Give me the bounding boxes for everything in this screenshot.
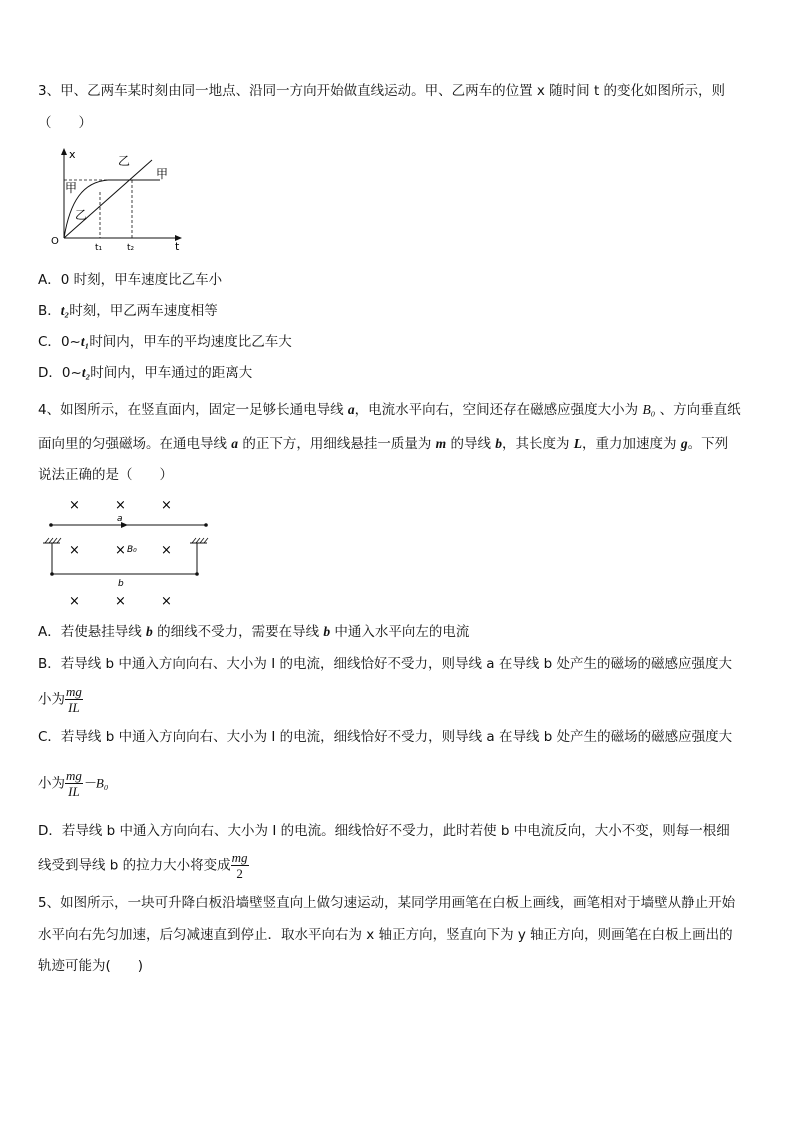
fraction-mg-over-IL: $\frac{mg}{IL}$ <box>66 768 82 799</box>
q3-label-x-axis: t <box>175 240 180 253</box>
q3-label-t1: t₁ <box>95 243 103 253</box>
wire-a-right-end <box>204 523 208 527</box>
q4-field-diagram <box>40 492 215 610</box>
q4-option-d-line1[interactable]: D．若导线 b 中通入方向向右、大小为 I 的电流。细线恰好不受力，此时若使 b 中电流反向，大小不变，则每一根细 <box>38 823 730 839</box>
q5-stem-line1: 5、如图所示，一块可升降白板沿墙壁竖直向上做匀速运动，某同学用画笔在白板上画线，画笔相对于墙壁从静止开始 <box>38 895 736 911</box>
q5-stem-line3: 轨迹可能为( ) <box>38 958 144 974</box>
q3-label-jia-right: 甲 <box>156 167 169 181</box>
field-cross: × <box>69 594 80 609</box>
q3-option-a[interactable]: A．0 时刻，甲车速度比乙车小 <box>38 272 223 288</box>
field-cross: × <box>115 498 126 513</box>
field-cross: × <box>115 543 126 558</box>
q3-option-b[interactable]: B．t₂时刻，甲乙两车速度相等 <box>38 303 218 319</box>
field-cross: × <box>69 543 80 558</box>
q3-stem-line2: （ ） <box>38 115 92 131</box>
wire-b-label: b <box>118 579 124 589</box>
q4-stem-line3: 说法正确的是（ ） <box>38 467 173 483</box>
q5-stem-line2: 水平向右先匀加速，后匀减速直到停止．取水平向右为 x 轴正方向，竖直向下为 y 轴正方向，则画笔在白板上画出的 <box>38 927 733 943</box>
field-cross: × <box>161 498 172 513</box>
q3-label-t2: t₂ <box>127 243 135 253</box>
q3-xt-graph <box>48 146 198 254</box>
fraction-mg-over-2: $\frac{mg}{2}$ <box>231 850 248 881</box>
q4-option-c-line2[interactable]: 小为 $\frac{mg}{IL}$ －B₀ <box>38 768 109 799</box>
field-label-B0: B₀ <box>127 545 137 555</box>
field-cross: × <box>161 594 172 609</box>
q4-option-a[interactable]: A．若使悬挂导线 b 的细线不受力，需要在导线 b 中通入水平向左的电流 <box>38 624 470 640</box>
q4-option-b-line1[interactable]: B．若导线 b 中通入方向向右、大小为 I 的电流，细线恰好不受力，则导线 a 在导线 b 处产生的磁场的磁感应强度大 <box>38 656 732 672</box>
q3-label-yi-inner: 乙 <box>75 208 88 222</box>
q4-option-b-line2[interactable]: 小为 $\frac{mg}{IL}$ <box>38 684 82 715</box>
q4-stem-line2: 面向里的匀强磁场。在通电导线 a 的正下方，用细线悬挂一质量为 m 的导线 b，其长度为 L，重力加速度为 g。下列 <box>38 436 729 452</box>
q3-label-y-axis: x <box>69 148 76 161</box>
q3-option-c[interactable]: C．0~t₁时间内，甲车的平均速度比乙车大 <box>38 334 292 350</box>
wire-b-right-end <box>195 572 199 576</box>
q4-option-c-line1[interactable]: C．若导线 b 中通入方向向右、大小为 I 的电流，细线恰好不受力，则导线 a 在导线 b 处产生的磁场的磁感应强度大 <box>38 729 733 745</box>
q3-option-d[interactable]: D．0~t₂时间内，甲车通过的距离大 <box>38 365 253 381</box>
wire-a-label: a <box>117 514 123 524</box>
q3-label-yi-top: 乙 <box>118 154 131 168</box>
field-cross: × <box>69 498 80 513</box>
q3-label-jia-axis: 甲 <box>65 181 78 195</box>
q4-option-d-line2[interactable]: 线受到导线 b 的拉力大小将变成 $\frac{mg}{2}$ <box>38 850 248 881</box>
q4-stem-line1: 4、如图所示，在竖直面内，固定一足够长通电导线 a，电流水平向右，空间还存在磁感应强度大小为 B₀ 、方向垂直纸 <box>38 402 741 418</box>
fraction-mg-over-IL: $\frac{mg}{IL}$ <box>66 684 82 715</box>
field-cross: × <box>115 594 126 609</box>
q3-y-axis-arrow <box>61 148 67 155</box>
field-cross: × <box>161 543 172 558</box>
q3-label-origin: O <box>51 236 59 247</box>
q3-stem-line1: 3、甲、乙两车某时刻由同一地点、沿同一方向开始做直线运动。甲、乙两车的位置 x 随时间 t 的变化如图所示，则 <box>38 83 726 99</box>
